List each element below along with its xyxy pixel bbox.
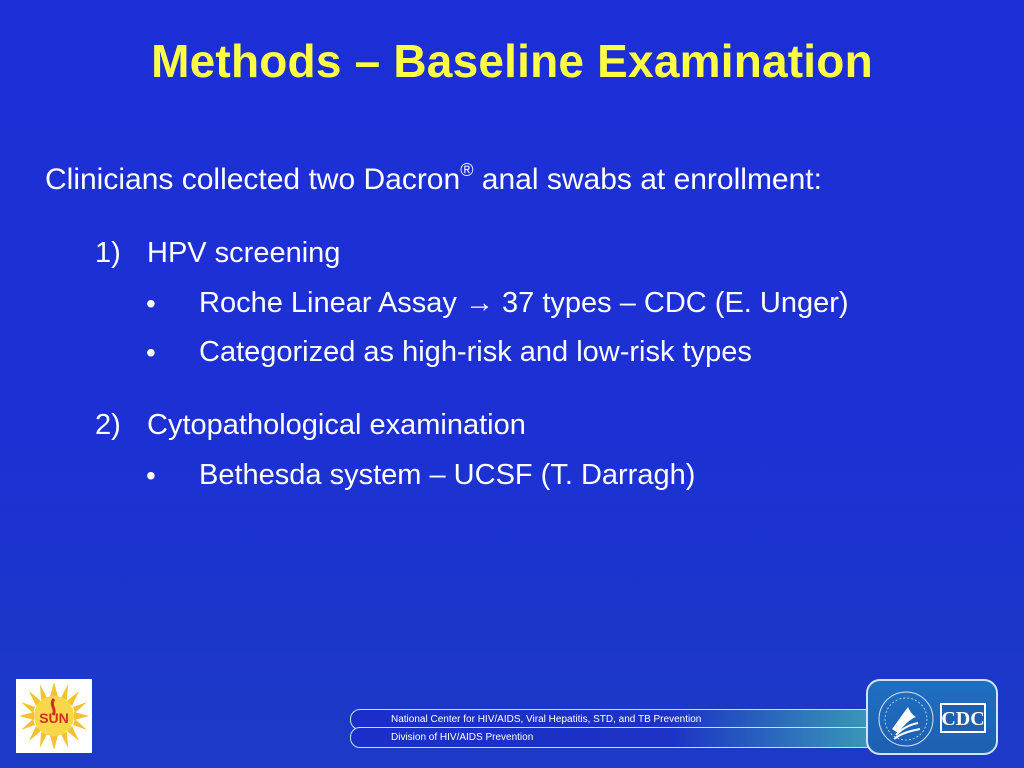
sun-logo-text: SUN <box>39 710 69 726</box>
intro-text-end: anal swabs at enrollment: <box>473 163 822 196</box>
footer-line-2: Division of HIV/AIDS Prevention <box>391 732 534 743</box>
cdc-logo-icon <box>868 681 996 753</box>
bullet-item: Bethesda system – UCSF (T. Darragh) <box>199 459 696 491</box>
registered-mark: ® <box>460 160 474 180</box>
intro-line <box>45 162 822 197</box>
item-text: Cytopathological examination <box>147 409 526 441</box>
intro-text: Clinicians collected two Dacron <box>45 163 461 196</box>
bullet-text: Roche Linear Assay <box>199 287 465 319</box>
item-text: HPV screening <box>147 237 341 269</box>
arrow-icon: → <box>464 287 494 319</box>
sun-icon <box>16 679 92 753</box>
sun-logo <box>16 679 92 753</box>
bullet-icon: • <box>146 460 156 491</box>
item-number: 1) <box>95 237 121 269</box>
bullet-icon: • <box>146 288 156 319</box>
bullet-icon: • <box>146 337 156 368</box>
footer-line-1: National Center for HIV/AIDS, Viral Hepatitis, STD, and TB Prevention <box>391 714 702 725</box>
bullet-text-end: 37 types – CDC (E. Unger) <box>493 287 849 319</box>
bullet-item: Categorized as high-risk and low-risk types <box>199 336 752 368</box>
slide-title: Methods – Baseline Examination <box>151 35 873 87</box>
cdc-logo-text: CDC <box>941 708 985 730</box>
cdc-logo <box>866 679 998 755</box>
item-number: 2) <box>95 409 121 441</box>
bullet-item <box>199 287 849 320</box>
footer-division-name <box>350 727 882 748</box>
